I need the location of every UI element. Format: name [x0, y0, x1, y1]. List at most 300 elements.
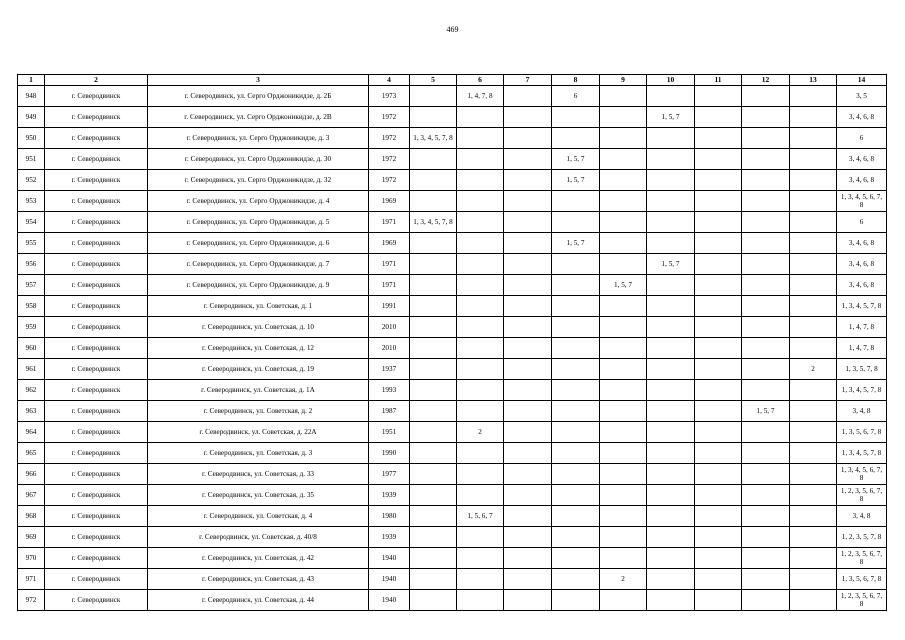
table-cell-col-13: 2 — [790, 359, 837, 380]
table-cell-col-5 — [410, 380, 457, 401]
table-cell-col-3: г. Северодвинск, ул. Советская, д. 3 — [148, 443, 369, 464]
table-cell-col-12 — [742, 569, 790, 590]
table-cell-col-6 — [457, 170, 504, 191]
table-cell-col-7 — [504, 506, 552, 527]
table-cell-col-9 — [600, 422, 647, 443]
table-cell-col-4: 1977 — [369, 464, 410, 485]
table-cell-col-5 — [410, 401, 457, 422]
table-cell-col-14: 1, 4, 7, 8 — [837, 338, 887, 359]
table-cell-col-13 — [790, 296, 837, 317]
table-cell-col-1: 954 — [18, 212, 45, 233]
table-cell-col-2: г. Северодвинск — [45, 590, 148, 611]
column-header-6: 6 — [457, 75, 504, 86]
table-cell-col-1: 972 — [18, 590, 45, 611]
table-cell-col-14: 3, 4, 6, 8 — [837, 254, 887, 275]
table-cell-col-10 — [647, 317, 695, 338]
table-cell-col-12 — [742, 443, 790, 464]
table-row — [18, 191, 887, 212]
table-cell-col-10 — [647, 380, 695, 401]
table-cell-col-10 — [647, 506, 695, 527]
table-cell-col-8 — [552, 569, 600, 590]
table-cell-col-11 — [695, 506, 742, 527]
table-cell-col-13 — [790, 86, 837, 107]
table-cell-col-4: 1990 — [369, 443, 410, 464]
table-cell-col-8 — [552, 380, 600, 401]
table-cell-col-5 — [410, 569, 457, 590]
table-cell-col-5 — [410, 422, 457, 443]
table-cell-col-7 — [504, 212, 552, 233]
table-cell-col-10 — [647, 443, 695, 464]
table-cell-col-8 — [552, 107, 600, 128]
table-cell-col-9 — [600, 359, 647, 380]
table-cell-col-12 — [742, 275, 790, 296]
table-cell-col-5 — [410, 527, 457, 548]
table-cell-col-2: г. Северодвинск — [45, 317, 148, 338]
registry-table — [17, 74, 887, 611]
table-cell-col-13 — [790, 548, 837, 569]
table-cell-col-14: 3, 4, 6, 8 — [837, 275, 887, 296]
table-cell-col-8: 1, 5, 7 — [552, 170, 600, 191]
table-row — [18, 548, 887, 569]
table-cell-col-3: г. Северодвинск, ул. Советская, д. 1 — [148, 296, 369, 317]
table-cell-col-12 — [742, 338, 790, 359]
table-cell-col-1: 963 — [18, 401, 45, 422]
table-cell-col-3: г. Северодвинск, ул. Серго Орджоникидзе, д. 9 — [148, 275, 369, 296]
column-header-9: 9 — [600, 75, 647, 86]
table-cell-col-11 — [695, 338, 742, 359]
table-cell-col-7 — [504, 317, 552, 338]
table-cell-col-4: 1980 — [369, 506, 410, 527]
table-row — [18, 422, 887, 443]
table-cell-col-9 — [600, 338, 647, 359]
table-row — [18, 86, 887, 107]
table-cell-col-10: 1, 5, 7 — [647, 254, 695, 275]
table-cell-col-4: 1971 — [369, 212, 410, 233]
column-header-12: 12 — [742, 75, 790, 86]
table-cell-col-12 — [742, 296, 790, 317]
table-cell-col-8 — [552, 443, 600, 464]
table-cell-col-10: 1, 5, 7 — [647, 107, 695, 128]
table-cell-col-7 — [504, 380, 552, 401]
table-cell-col-14: 1, 3, 5, 6, 7, 8 — [837, 569, 887, 590]
table-cell-col-4: 1971 — [369, 254, 410, 275]
table-cell-col-8 — [552, 401, 600, 422]
table-cell-col-5 — [410, 590, 457, 611]
page-number: 469 — [446, 25, 459, 34]
table-cell-col-3: г. Северодвинск, ул. Советская, д. 35 — [148, 485, 369, 506]
table-cell-col-7 — [504, 191, 552, 212]
table-cell-col-2: г. Северодвинск — [45, 506, 148, 527]
table-cell-col-1: 971 — [18, 569, 45, 590]
table-cell-col-1: 959 — [18, 317, 45, 338]
table-cell-col-10 — [647, 569, 695, 590]
table-cell-col-8 — [552, 191, 600, 212]
table-cell-col-8 — [552, 590, 600, 611]
table-cell-col-5 — [410, 170, 457, 191]
table-cell-col-7 — [504, 233, 552, 254]
table-cell-col-5 — [410, 275, 457, 296]
table-cell-col-2: г. Северодвинск — [45, 233, 148, 254]
table-cell-col-6 — [457, 296, 504, 317]
table-cell-col-11 — [695, 296, 742, 317]
table-cell-col-4: 1969 — [369, 233, 410, 254]
table-cell-col-10 — [647, 149, 695, 170]
table-cell-col-11 — [695, 359, 742, 380]
table-cell-col-7 — [504, 527, 552, 548]
table-cell-col-2: г. Северодвинск — [45, 296, 148, 317]
table-cell-col-13 — [790, 590, 837, 611]
table-cell-col-8 — [552, 464, 600, 485]
table-cell-col-8 — [552, 422, 600, 443]
table-cell-col-13 — [790, 170, 837, 191]
column-header-3: 3 — [148, 75, 369, 86]
table-cell-col-2: г. Северодвинск — [45, 548, 148, 569]
table-row — [18, 212, 887, 233]
table-cell-col-4: 1972 — [369, 128, 410, 149]
table-row — [18, 527, 887, 548]
table-cell-col-1: 957 — [18, 275, 45, 296]
table-cell-col-5 — [410, 338, 457, 359]
table-cell-col-13 — [790, 401, 837, 422]
table-row — [18, 107, 887, 128]
table-cell-col-10 — [647, 86, 695, 107]
table-cell-col-6 — [457, 128, 504, 149]
table-cell-col-7 — [504, 590, 552, 611]
table-cell-col-13 — [790, 506, 837, 527]
table-cell-col-14: 3, 4, 6, 8 — [837, 149, 887, 170]
table-cell-col-4: 1991 — [369, 296, 410, 317]
table-cell-col-13 — [790, 380, 837, 401]
table-cell-col-6 — [457, 527, 504, 548]
table-cell-col-9 — [600, 233, 647, 254]
table-cell-col-9 — [600, 128, 647, 149]
table-cell-col-14: 1, 2, 3, 5, 6, 7, 8 — [837, 485, 887, 506]
table-cell-col-12 — [742, 422, 790, 443]
table-cell-col-3: г. Северодвинск, ул. Серго Орджоникидзе, д. 2В — [148, 107, 369, 128]
table-cell-col-14: 3, 4, 6, 8 — [837, 233, 887, 254]
table-cell-col-12 — [742, 191, 790, 212]
table-cell-col-2: г. Северодвинск — [45, 191, 148, 212]
table-cell-col-8 — [552, 359, 600, 380]
table-cell-col-4: 1940 — [369, 590, 410, 611]
table-cell-col-9 — [600, 485, 647, 506]
table-cell-col-8 — [552, 506, 600, 527]
table-cell-col-14: 1, 3, 4, 5, 7, 8 — [837, 380, 887, 401]
table-cell-col-12 — [742, 317, 790, 338]
table-row — [18, 128, 887, 149]
table-cell-col-7 — [504, 128, 552, 149]
table-cell-col-5 — [410, 464, 457, 485]
table-cell-col-7 — [504, 443, 552, 464]
table-cell-col-2: г. Северодвинск — [45, 380, 148, 401]
table-cell-col-1: 968 — [18, 506, 45, 527]
table-cell-col-12 — [742, 359, 790, 380]
table-row — [18, 233, 887, 254]
table-cell-col-14: 3, 4, 6, 8 — [837, 170, 887, 191]
table-cell-col-14: 3, 5 — [837, 86, 887, 107]
table-cell-col-5 — [410, 254, 457, 275]
table-cell-col-9 — [600, 464, 647, 485]
table-cell-col-11 — [695, 212, 742, 233]
table-cell-col-11 — [695, 233, 742, 254]
table-cell-col-11 — [695, 464, 742, 485]
table-cell-col-6 — [457, 590, 504, 611]
table-cell-col-8 — [552, 128, 600, 149]
table-cell-col-4: 1939 — [369, 527, 410, 548]
table-cell-col-12 — [742, 212, 790, 233]
table-cell-col-13 — [790, 212, 837, 233]
table-cell-col-12 — [742, 590, 790, 611]
table-row — [18, 254, 887, 275]
table-cell-col-3: г. Северодвинск, ул. Советская, д. 22А — [148, 422, 369, 443]
table-cell-col-8 — [552, 338, 600, 359]
table-cell-col-14: 1, 3, 5, 7, 8 — [837, 359, 887, 380]
table-cell-col-3: г. Северодвинск, ул. Советская, д. 19 — [148, 359, 369, 380]
table-cell-col-3: г. Северодвинск, ул. Серго Орджоникидзе, д. 2Б — [148, 86, 369, 107]
table-cell-col-13 — [790, 317, 837, 338]
table-cell-col-9 — [600, 149, 647, 170]
table-cell-col-7 — [504, 464, 552, 485]
table-cell-col-1: 952 — [18, 170, 45, 191]
table-cell-col-10 — [647, 548, 695, 569]
table-cell-col-7 — [504, 485, 552, 506]
table-cell-col-11 — [695, 401, 742, 422]
table-cell-col-6 — [457, 191, 504, 212]
table-cell-col-5 — [410, 317, 457, 338]
table-cell-col-11 — [695, 275, 742, 296]
table-cell-col-10 — [647, 275, 695, 296]
table-cell-col-14: 3, 4, 6, 8 — [837, 107, 887, 128]
table-cell-col-12 — [742, 380, 790, 401]
table-cell-col-6: 2 — [457, 422, 504, 443]
table-cell-col-14: 1, 2, 3, 5, 6, 7, 8 — [837, 590, 887, 611]
table-cell-col-11 — [695, 191, 742, 212]
table-cell-col-2: г. Северодвинск — [45, 422, 148, 443]
table-cell-col-12 — [742, 506, 790, 527]
table-cell-col-7 — [504, 275, 552, 296]
table-cell-col-5 — [410, 149, 457, 170]
table-cell-col-13 — [790, 338, 837, 359]
table-cell-col-2: г. Северодвинск — [45, 464, 148, 485]
table-cell-col-14: 1, 2, 3, 5, 6, 7, 8 — [837, 548, 887, 569]
table-cell-col-8: 1, 5, 7 — [552, 233, 600, 254]
table-row — [18, 296, 887, 317]
table-row — [18, 401, 887, 422]
table-cell-col-8 — [552, 548, 600, 569]
table-cell-col-5 — [410, 191, 457, 212]
table-cell-col-11 — [695, 86, 742, 107]
table-cell-col-7 — [504, 107, 552, 128]
table-cell-col-11 — [695, 443, 742, 464]
table-row — [18, 506, 887, 527]
column-header-1: 1 — [18, 75, 45, 86]
table-cell-col-5 — [410, 86, 457, 107]
table-cell-col-4: 2010 — [369, 317, 410, 338]
table-cell-col-13 — [790, 569, 837, 590]
table-row — [18, 590, 887, 611]
table-cell-col-14: 1, 2, 3, 5, 7, 8 — [837, 527, 887, 548]
table-cell-col-14: 1, 3, 4, 5, 7, 8 — [837, 296, 887, 317]
table-cell-col-2: г. Северодвинск — [45, 212, 148, 233]
table-cell-col-2: г. Северодвинск — [45, 128, 148, 149]
table-cell-col-11 — [695, 254, 742, 275]
table-cell-col-10 — [647, 527, 695, 548]
table-cell-col-13 — [790, 527, 837, 548]
table-cell-col-13 — [790, 464, 837, 485]
table-cell-col-6 — [457, 548, 504, 569]
table-cell-col-11 — [695, 590, 742, 611]
table-cell-col-12 — [742, 233, 790, 254]
table-cell-col-7 — [504, 548, 552, 569]
table-cell-col-7 — [504, 401, 552, 422]
table-cell-col-10 — [647, 128, 695, 149]
table-cell-col-7 — [504, 170, 552, 191]
table-cell-col-2: г. Северодвинск — [45, 338, 148, 359]
table-cell-col-4: 1951 — [369, 422, 410, 443]
table-cell-col-11 — [695, 170, 742, 191]
table-cell-col-6 — [457, 464, 504, 485]
table-cell-col-10 — [647, 485, 695, 506]
table-cell-col-8 — [552, 485, 600, 506]
table-cell-col-3: г. Северодвинск, ул. Серго Орджоникидзе, д. 4 — [148, 191, 369, 212]
table-cell-col-11 — [695, 380, 742, 401]
table-row — [18, 149, 887, 170]
table-cell-col-3: г. Северодвинск, ул. Советская, д. 44 — [148, 590, 369, 611]
table-cell-col-11 — [695, 107, 742, 128]
table-cell-col-4: 2010 — [369, 338, 410, 359]
table-cell-col-6 — [457, 401, 504, 422]
table-cell-col-10 — [647, 464, 695, 485]
table-cell-col-7 — [504, 359, 552, 380]
table-cell-col-4: 1973 — [369, 86, 410, 107]
table-cell-col-3: г. Северодвинск, ул. Советская, д. 42 — [148, 548, 369, 569]
table-cell-col-12 — [742, 149, 790, 170]
table-cell-col-14: 6 — [837, 128, 887, 149]
table-row — [18, 569, 887, 590]
column-header-10: 10 — [647, 75, 695, 86]
table-cell-col-5: 1, 3, 4, 5, 7, 8 — [410, 128, 457, 149]
table-cell-col-13 — [790, 254, 837, 275]
table-cell-col-9 — [600, 191, 647, 212]
table-cell-col-6 — [457, 380, 504, 401]
table-cell-col-3: г. Северодвинск, ул. Советская, д. 40/8 — [148, 527, 369, 548]
table-row — [18, 317, 887, 338]
table-cell-col-3: г. Северодвинск, ул. Советская, д. 12 — [148, 338, 369, 359]
table-cell-col-5 — [410, 506, 457, 527]
table-cell-col-13 — [790, 485, 837, 506]
table-cell-col-6 — [457, 338, 504, 359]
table-cell-col-9 — [600, 527, 647, 548]
table-cell-col-13 — [790, 275, 837, 296]
table-cell-col-9 — [600, 506, 647, 527]
table-cell-col-10 — [647, 170, 695, 191]
table-cell-col-12 — [742, 527, 790, 548]
table-cell-col-9 — [600, 590, 647, 611]
table-cell-col-13 — [790, 128, 837, 149]
table-cell-col-4: 1972 — [369, 107, 410, 128]
table-cell-col-1: 961 — [18, 359, 45, 380]
table-cell-col-3: г. Северодвинск, ул. Советская, д. 2 — [148, 401, 369, 422]
table-cell-col-4: 1939 — [369, 485, 410, 506]
table-cell-col-6 — [457, 149, 504, 170]
column-header-5: 5 — [410, 75, 457, 86]
table-cell-col-12 — [742, 464, 790, 485]
table-cell-col-3: г. Северодвинск, ул. Серго Орджоникидзе, д. 6 — [148, 233, 369, 254]
table-cell-col-7 — [504, 569, 552, 590]
table-cell-col-12: 1, 5, 7 — [742, 401, 790, 422]
table-cell-col-6 — [457, 254, 504, 275]
table-cell-col-9 — [600, 317, 647, 338]
column-header-13: 13 — [790, 75, 837, 86]
table-cell-col-9 — [600, 296, 647, 317]
column-header-4: 4 — [369, 75, 410, 86]
table-cell-col-8 — [552, 254, 600, 275]
table-cell-col-6 — [457, 443, 504, 464]
table-cell-col-7 — [504, 254, 552, 275]
table-cell-col-7 — [504, 86, 552, 107]
table-cell-col-6 — [457, 212, 504, 233]
table-cell-col-3: г. Северодвинск, ул. Советская, д. 4 — [148, 506, 369, 527]
table-cell-col-2: г. Северодвинск — [45, 149, 148, 170]
table-cell-col-1: 967 — [18, 485, 45, 506]
table-cell-col-6 — [457, 359, 504, 380]
table-cell-col-2: г. Северодвинск — [45, 401, 148, 422]
table-cell-col-6: 1, 4, 7, 8 — [457, 86, 504, 107]
table-cell-col-5 — [410, 233, 457, 254]
table-cell-col-13 — [790, 443, 837, 464]
table-cell-col-7 — [504, 149, 552, 170]
table-cell-col-11 — [695, 569, 742, 590]
table-cell-col-14: 1, 4, 7, 8 — [837, 317, 887, 338]
table-cell-col-7 — [504, 338, 552, 359]
table-cell-col-10 — [647, 590, 695, 611]
table-cell-col-5 — [410, 107, 457, 128]
table-row — [18, 464, 887, 485]
table-cell-col-2: г. Северодвинск — [45, 86, 148, 107]
table-row — [18, 275, 887, 296]
table-cell-col-1: 949 — [18, 107, 45, 128]
table-cell-col-12 — [742, 485, 790, 506]
table-cell-col-9 — [600, 380, 647, 401]
table-cell-col-14: 1, 3, 4, 5, 6, 7, 8 — [837, 191, 887, 212]
table-cell-col-10 — [647, 338, 695, 359]
table-cell-col-5 — [410, 485, 457, 506]
table-cell-col-6: 1, 5, 6, 7 — [457, 506, 504, 527]
table-cell-col-6 — [457, 569, 504, 590]
table-cell-col-10 — [647, 296, 695, 317]
table-cell-col-2: г. Северодвинск — [45, 443, 148, 464]
table-cell-col-1: 948 — [18, 86, 45, 107]
table-cell-col-10 — [647, 359, 695, 380]
table-cell-col-8: 6 — [552, 86, 600, 107]
column-header-11: 11 — [695, 75, 742, 86]
table-cell-col-9: 1, 5, 7 — [600, 275, 647, 296]
table-cell-col-9 — [600, 254, 647, 275]
table-cell-col-1: 953 — [18, 191, 45, 212]
column-header-2: 2 — [45, 75, 148, 86]
table-cell-col-12 — [742, 170, 790, 191]
table-cell-col-9 — [600, 548, 647, 569]
table-cell-col-9 — [600, 401, 647, 422]
table-cell-col-1: 969 — [18, 527, 45, 548]
table-cell-col-11 — [695, 317, 742, 338]
table-cell-col-3: г. Северодвинск, ул. Советская, д. 33 — [148, 464, 369, 485]
column-header-7: 7 — [504, 75, 552, 86]
table-cell-col-3: г. Северодвинск, ул. Советская, д. 1А — [148, 380, 369, 401]
table-cell-col-11 — [695, 485, 742, 506]
table-cell-col-1: 964 — [18, 422, 45, 443]
table-cell-col-3: г. Северодвинск, ул. Серго Орджоникидзе, д. 32 — [148, 170, 369, 191]
